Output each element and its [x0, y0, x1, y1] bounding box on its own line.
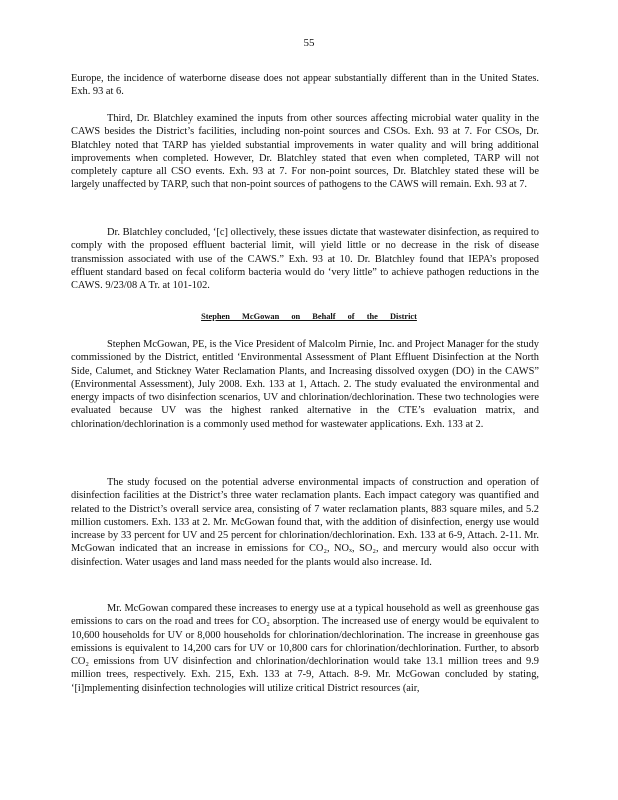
- paragraph-mcgowan-intro: Stephen McGowan, PE, is the Vice President of Malcolm Pirnie, Inc. and Project Manager for the study commissioned by the District, entitled ‘Environmental Assessment of Plant Effluent Disinfection at the North Side, Calumet, and Stickney Water Reclamation Plants, and Increasing dissolved oxygen (DO) in the CAWS” (Environmental Assessment), July 2008. Exh. 133 at 1, Attach. 2. The study evaluated the environmental and energy impacts of two disinfection scenarios, UV and chlorination/dechlorination. These two technologies were evaluated because UV was the highest ranked alternative in the CTE’s evaluation matrix, and chlorination/dechlorination is a commonly used method for wastewater applications. Exh. 133 at 2.: [71, 339, 539, 430]
- paragraph-mcgowan-compared: Mr. McGowan compared these increases to energy use at a typical household as well as greenhouse gas emissions to cars on the road and trees for CO₂ absorption. The increased use of energy would be equivalent to 10,600 households for UV or 8,000 households for chlorination/dechlorination. The increase in greenhouse gas emissions is equivalent to 14,200 cars for UV or 10,800 cars for chlorination/dechlorination. Further, to absorb CO₂ emissions from UV disinfection and chlorination/dechlorination would take 13.1 million trees and 9.9 million trees, respectively. Exh. 215, Exh. 133 at 7-9, Attach. 8-9. Mr. McGowan concluded by stating, ‘[i]mplementing disinfection technologies will utilize critical District resources (air,: [71, 603, 539, 694]
- page-number: 55: [303, 37, 315, 49]
- paragraph-blatchley-concluded: Dr. Blatchley concluded, ‘[c] ollectively, these issues dictate that wastewater disinfection, as required to comply with the proposed effluent bacterial limit, will yield little or no decrease in the risk of disease transmission associated with use of the CAWS.” Exh. 93 at 10. Dr. Blatchley found that IEPA’s proposed effluent standard based on fecal coliform bacteria would do ‘very little” to achieve pathogen reductions in the CAWS. 9/23/08 A Tr. at 101-102.: [71, 227, 539, 292]
- paragraph-europe: Europe, the incidence of waterborne disease does not appear substantially different than in the United States. Exh. 93 at 6.: [71, 73, 539, 98]
- paragraph-third-blatchley: Third, Dr. Blatchley examined the inputs from other sources affecting microbial water quality in the CAWS besides the District’s facilities, including non-point sources and CSOs. Exh. 93 at 7. For CSOs, Dr. Blatchley noted that TARP has yielded substantial improvements in water quality and will bring additional improvements when completed. However, Dr. Blatchley stated that even when completed, TARP will not completely capture all CSO events. Exh. 93 at 7. For non-point sources, Dr. Blatchley stated these will be largely unaffected by TARP, such that non-point sources of pathogens to the CAWS will remain. Exh. 93 at 7.: [71, 113, 539, 191]
- section-heading: Stephen McGowan on Behalf of the District: [201, 312, 417, 321]
- paragraph-study-focused: The study focused on the potential adverse environmental impacts of construction and operation of disinfection facilities at the District’s three water reclamation plants. Each impact category was quantified and related to the District’s overall service area, consisting of 7 water reclamation plants, 883 square miles, and 5.2 million customers. Exh. 133 at 2. Mr. McGowan found that, with the addition of disinfection, energy use would increase by 33 percent for UV and 25 percent for chlorination/dechlorination. Exh. 133 at 6-9, Attach. 2-11. Mr. McGowan indicated that an increase in emissions for CO₂, NOₓ, SO₂, and mercury would also occur with disinfection. Water usages and land mass needed for the plants would also increase. Id.: [71, 477, 539, 568]
